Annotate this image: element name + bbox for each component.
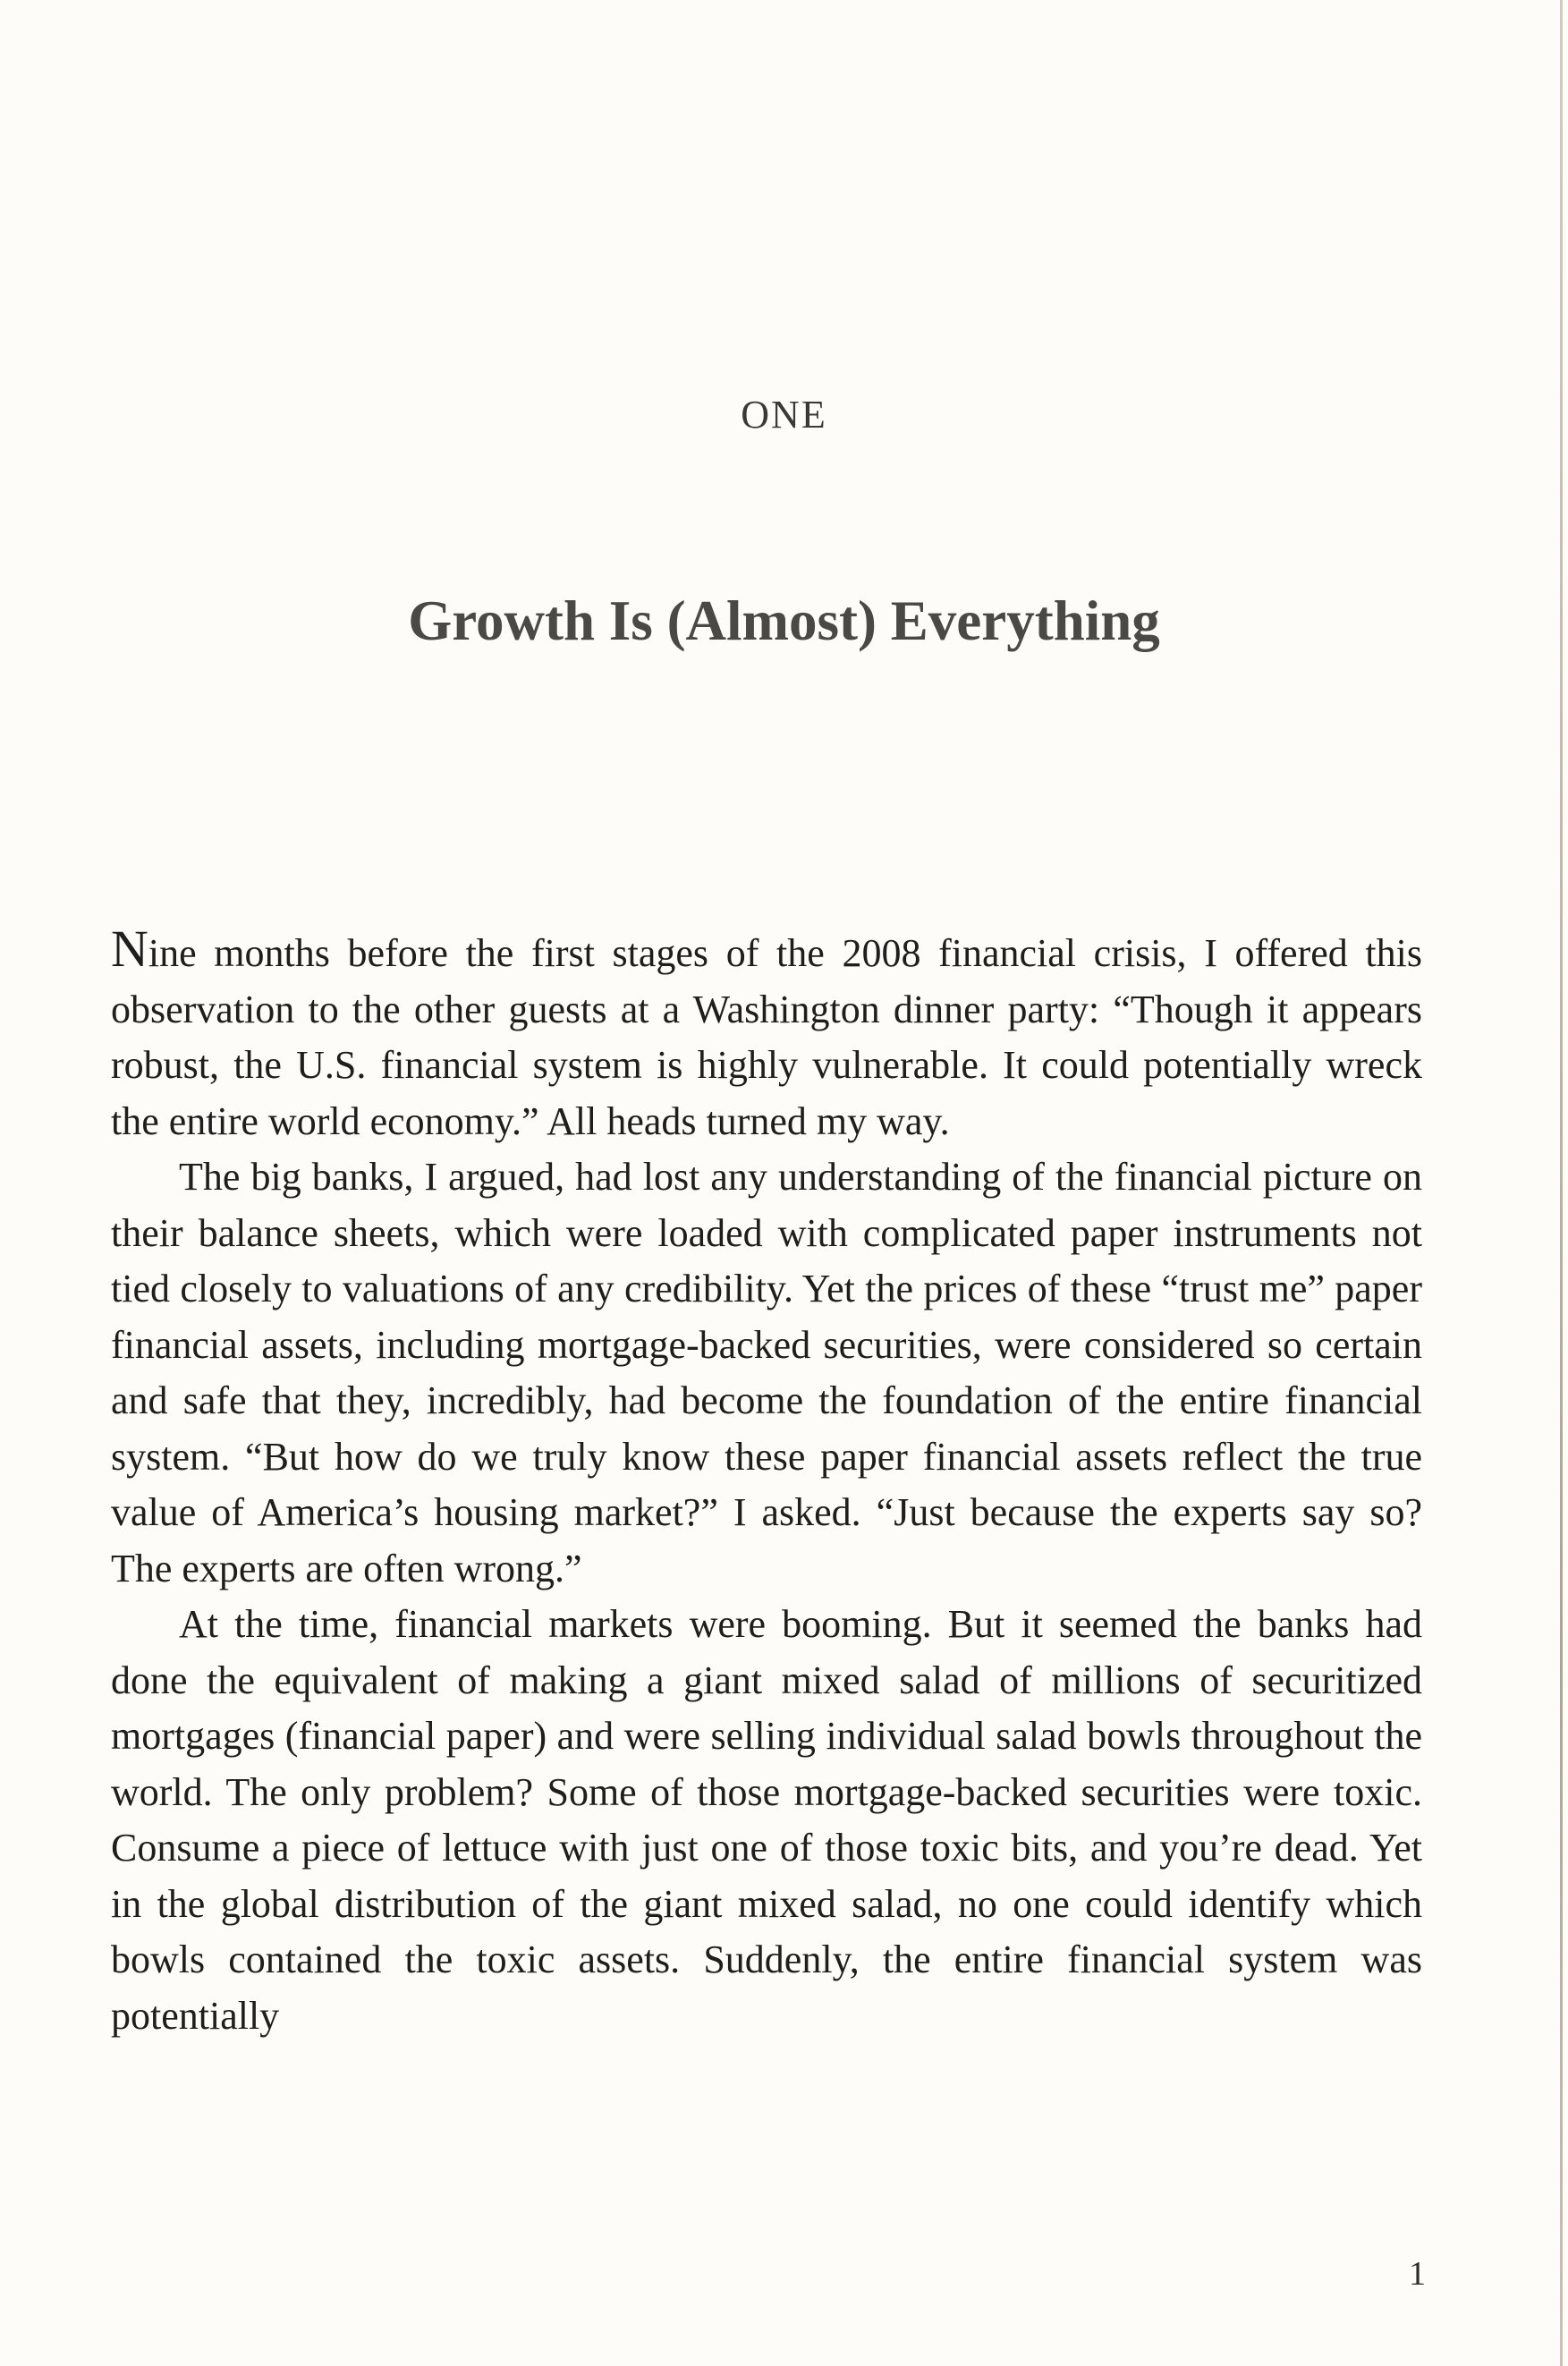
paragraph-2: The big banks, I argued, had lost any understanding of the financial picture on their balance sheets, which were loaded with complicated paper instruments not tied closely to valuations of any credibility. Yet the prices of these “trust me” paper financial assets, including mortgage-backed securities, were considered so certain and safe that they, incredibly, had become the foundation of the entire financial system. “But how do we truly know these paper financial assets reflect the true value of America’s housing market?” I asked. “Just because the experts say so? The experts are often wrong.” [111,1155,1422,1590]
chapter-title: Growth Is (Almost) Everything [408,589,1160,652]
body-text [111,920,1422,2044]
paragraph-1 [111,920,1422,1149]
page-edge-divider [1560,0,1563,2366]
drop-cap-letter: N [111,920,148,978]
paragraph-3: At the time, financial markets were booming. But it seemed the banks had done the equivalent of making a giant mixed salad of millions of securitized mortgages (financial paper) and were selling individual salad bowls throughout the world. The only problem? Some of those mortgage-backed securities were toxic. Consume a piece of lettuce with just one of those toxic bits, and you’re dead. Yet in the global distribution of the giant mixed salad, no one could identify which bowls contained the toxic assets. Suddenly, the entire financial system was potentially [111,1602,1422,2038]
page-number: 1 [1409,2255,1426,2293]
chapter-number: ONE [741,393,827,437]
paragraph-1-text: ine months before the first stages of the 2008 financial crisis, I offered this observation to the other guests at a Washington dinner party: “Though it appears robust, the U.S. financial system is highly vulnerable. It could potentially wreck the entire world economy.” All heads turned my way. [111,931,1422,1143]
